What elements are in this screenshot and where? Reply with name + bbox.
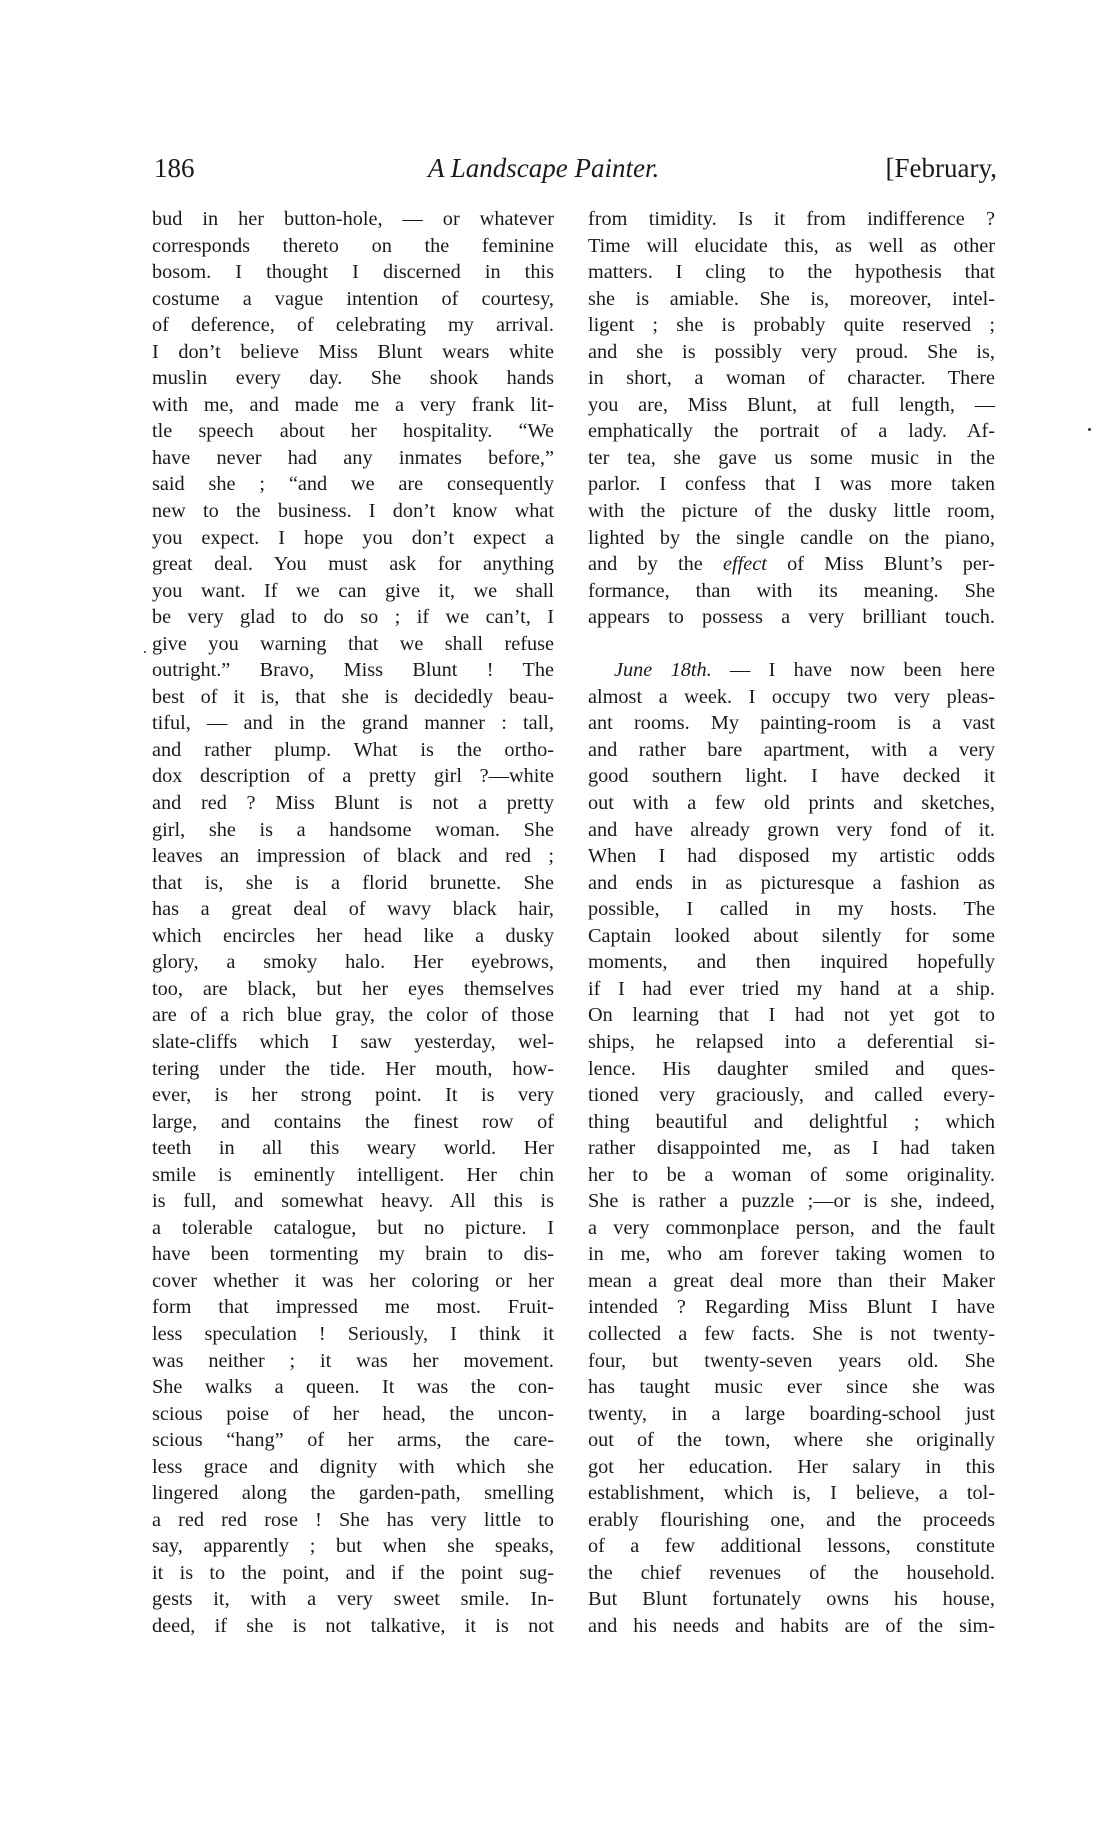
dateline-june-18: June 18th. — I have now been here	[614, 659, 995, 682]
text-line: On learning that I had not yet got to	[588, 1004, 995, 1027]
text-line: scious “hang” of her arms, the care-	[152, 1429, 554, 1452]
text-line: ant rooms. My painting-room is a vast	[588, 712, 995, 735]
running-title: A Landscape Painter.	[428, 153, 660, 183]
text-line: She walks a queen. It was the con-	[152, 1376, 554, 1399]
text-line: that is, she is a florid brunette. She	[152, 871, 554, 894]
paragraph-miss-blunt-portrait	[588, 206, 995, 551]
text-line: tle speech about her hospitality. “We	[152, 420, 554, 443]
text-line: and she is possibly very proud. She is,	[588, 340, 995, 363]
text-line: have been tormenting my brain to dis-	[152, 1243, 554, 1266]
text-line: matters. I cling to the hypothesis that	[588, 261, 995, 284]
print-speck	[1088, 428, 1091, 431]
text-line: you want. If we can give it, we shall	[152, 579, 554, 602]
text-line: less speculation ! Seriously, I think it	[152, 1322, 554, 1345]
text-line: out of the town, where she originally	[588, 1429, 995, 1452]
text-line: ships, he relapsed into a deferential si-	[588, 1030, 995, 1053]
text-line: costume a vague intention of courtesy,	[152, 287, 554, 310]
text-line: say, apparently ; but when she speaks,	[152, 1535, 554, 1558]
text-line: teeth in all this weary world. Her	[152, 1137, 554, 1160]
text-line: scious poise of her head, the uncon-	[152, 1402, 554, 1425]
text-line: four, but twenty-seven years old. She	[588, 1349, 995, 1372]
text-line: give you warning that we shall refuse	[152, 632, 554, 655]
text-line: parlor. I confess that I was more taken	[588, 473, 995, 496]
text-line: corresponds thereto on the feminine	[152, 234, 554, 257]
text-line: and ends in as picturesque a fashion as	[588, 871, 995, 894]
text-line: tering under the tide. Her mouth, how-	[152, 1057, 554, 1080]
text-line: and rather bare apartment, with a very	[588, 738, 995, 761]
text-line: got her education. Her salary in this	[588, 1455, 995, 1478]
italic-effect: effect	[723, 553, 767, 576]
print-speck	[144, 651, 146, 653]
text-line: new to the business. I don’t know what	[152, 500, 554, 523]
text-line: ever, is her strong point. It is very	[152, 1084, 554, 1107]
text-line: girl, she is a handsome woman. She	[152, 818, 554, 841]
text-line: the chief revenues of the household.	[588, 1561, 995, 1584]
text-line: form that impressed me most. Fruit-	[152, 1296, 554, 1319]
text-line: collected a few facts. She is not twenty-	[588, 1322, 995, 1345]
text-line: from timidity. Is it from indifference ?	[588, 208, 995, 230]
right-column	[588, 206, 995, 1640]
text-line: moments, and then inquired hopefully	[588, 951, 995, 974]
text-line: of a few additional lessons, constitute	[588, 1535, 995, 1558]
text-line: and his needs and habits are of the sim-	[588, 1614, 995, 1637]
text-line: of deference, of celebrating my arrival.	[152, 314, 554, 337]
paragraph-miss-blunt-portrait-tail	[588, 578, 995, 631]
text-line: almost a week. I occupy two very pleas-	[588, 685, 995, 708]
text-line: possible, I called in my hosts. The	[588, 898, 995, 921]
text-line: tioned very graciously, and called every-	[588, 1084, 995, 1107]
page-number: 186	[154, 153, 195, 183]
text-line: Captain looked about silently for some	[588, 924, 995, 947]
text-line: But Blunt fortunately owns his house,	[588, 1588, 995, 1611]
text-line: thing beautiful and delightful ; which	[588, 1110, 995, 1133]
text-line: tiful, — and in the grand manner : tall,	[152, 712, 554, 735]
text-line: leaves an impression of black and red ;	[152, 845, 554, 868]
text-line: rather disappointed me, as I had taken	[588, 1137, 995, 1160]
text-line: you are, Miss Blunt, at full length, —	[588, 393, 995, 416]
text-line: was neither ; it was her movement.	[152, 1349, 554, 1372]
text-line: is full, and somewhat heavy. All this is	[152, 1190, 554, 1213]
text-line: erably flourishing one, and the proceeds	[588, 1508, 995, 1531]
text-line: appears to possess a very brilliant touch.	[588, 606, 995, 629]
text-line: large, and contains the finest row of	[152, 1110, 554, 1133]
text-line: you expect. I hope you don’t expect a	[152, 526, 554, 549]
text-line: she is amiable. She is, moreover, intel-	[588, 287, 995, 310]
text-line: a tolerable catalogue, but no picture. I	[152, 1216, 554, 1239]
text-line: I don’t believe Miss Blunt wears white	[152, 340, 554, 363]
paragraph-gap	[588, 631, 995, 658]
text-line: outright.” Bravo, Miss Blunt ! The	[152, 659, 554, 682]
text-line: muslin every day. She shook hands	[152, 367, 554, 390]
text-line: with me, and made me a very frank lit-	[152, 393, 554, 416]
text-line: deed, if she is not talkative, it is not	[152, 1614, 554, 1637]
text-line: dox description of a pretty girl ?—white	[152, 765, 554, 788]
text-line: are of a rich blue gray, the color of those	[152, 1004, 554, 1027]
text-line: lighted by the single candle on the piano,	[588, 526, 995, 549]
text-line: gests it, with a very sweet smile. In-	[152, 1588, 554, 1611]
text-line: have never had any inmates before,”	[152, 446, 554, 469]
paragraph-june-18	[588, 684, 995, 1640]
text-line: too, are black, but her eyes themselves	[152, 977, 554, 1000]
text-line: and red ? Miss Blunt is not a pretty	[152, 792, 554, 815]
text-line: and have already grown very fond of it.	[588, 818, 995, 841]
issue-month: [February,	[885, 153, 997, 183]
text-line-effect: and by the effect of Miss Blunt’s per-	[588, 553, 995, 576]
text-line: emphatically the portrait of a lady. Af-	[588, 420, 995, 443]
text-line: glory, a smoky halo. Her eyebrows,	[152, 951, 554, 974]
text-line: ter tea, she gave us some music in the	[588, 446, 995, 469]
text-line: her to be a woman of some originality.	[588, 1163, 995, 1186]
text-line: in short, a woman of character. There	[588, 367, 995, 390]
text-line: has a great deal of wavy black hair,	[152, 898, 554, 921]
left-column	[152, 206, 554, 1640]
text-line: which encircles her head like a dusky	[152, 924, 554, 947]
text-line: with the picture of the dusky little room,	[588, 500, 995, 523]
text-line: has taught music ever since she was	[588, 1376, 995, 1399]
text-line: a very commonplace person, and the fault	[588, 1216, 995, 1239]
text-line: When I had disposed my artistic odds	[588, 845, 995, 868]
text-line: intended ? Regarding Miss Blunt I have	[588, 1296, 995, 1319]
text-line: and rather plump. What is the ortho-	[152, 738, 554, 761]
text-line: Time will elucidate this, as well as other	[588, 234, 995, 257]
text-line: great deal. You must ask for anything	[152, 553, 554, 576]
text-line: ligent ; she is probably quite reserved ;	[588, 314, 995, 337]
text-line: out with a few old prints and sketches,	[588, 792, 995, 815]
text-line: it is to the point, and if the point sug-	[152, 1561, 554, 1584]
text-line: establishment, which is, I believe, a tol-	[588, 1482, 995, 1505]
text-line: bosom. I thought I discerned in this	[152, 261, 554, 284]
text-line: best of it is, that she is decidedly beau-	[152, 685, 554, 708]
text-line: smile is eminently intelligent. Her chin	[152, 1163, 554, 1186]
text-line: good southern light. I have decked it	[588, 765, 995, 788]
text-line: lingered along the garden-path, smelling	[152, 1482, 554, 1505]
text-line: in me, who am forever taking women to	[588, 1243, 995, 1266]
text-line: slate-cliffs which I saw yesterday, wel-	[152, 1030, 554, 1053]
text-line: cover whether it was her coloring or her	[152, 1269, 554, 1292]
text-line: bud in her button-hole, — or whatever	[152, 208, 554, 230]
text-line: less grace and dignity with which she	[152, 1455, 554, 1478]
running-head	[152, 150, 997, 186]
text-line: a red red rose ! She has very little to	[152, 1508, 554, 1531]
text-line: twenty, in a large boarding-school just	[588, 1402, 995, 1425]
text-line: mean a great deal more than their Maker	[588, 1269, 995, 1292]
text-line: be very glad to do so ; if we can’t, I	[152, 606, 554, 629]
text-line: if I had ever tried my hand at a ship.	[588, 977, 995, 1000]
text-line: formance, than with its meaning. She	[588, 579, 995, 602]
diary-date: June 18th.	[614, 659, 712, 682]
text-line: She is rather a puzzle ;—or is she, indeed,	[588, 1190, 995, 1213]
text-line: lence. His daughter smiled and ques-	[588, 1057, 995, 1080]
text-line: said she ; “and we are consequently	[152, 473, 554, 496]
